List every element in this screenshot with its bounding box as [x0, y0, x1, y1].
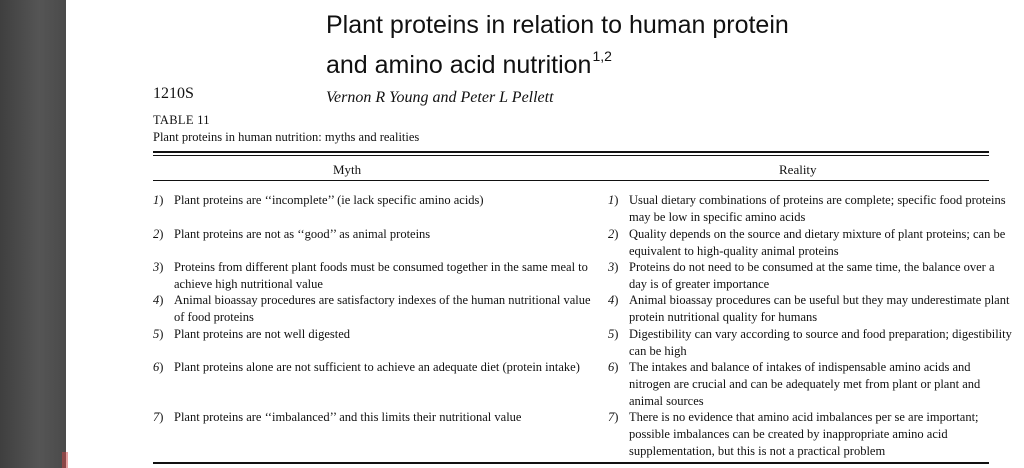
- table-row-7-myth: [153, 409, 594, 426]
- table-row-4-reality: [608, 292, 1014, 326]
- row-number: 2): [608, 227, 619, 241]
- row-number: 3): [153, 260, 164, 274]
- table-bottom-rule: [153, 462, 989, 464]
- reality-text: Digestibility can vary according to source and food preparation; digestibility can be high: [629, 327, 1012, 358]
- reality-text: Quality depends on the source and dietary mixture of plant proteins; can be equivalent to high-quality animal proteins: [629, 227, 1006, 258]
- table-row-7-reality: [608, 409, 1014, 460]
- row-number: 5): [608, 327, 619, 341]
- table-caption: Plant proteins in human nutrition: myths and realities: [153, 130, 420, 144]
- table-label: TABLE 11: [153, 113, 210, 127]
- reality-text: There is no evidence that amino acid imbalances per se are important; possible imbalances can be created by inappropriate amino acid supplementation, but this is not a practical problem: [629, 410, 979, 458]
- page-number: 1210S: [153, 85, 194, 102]
- row-number: 4): [608, 293, 619, 307]
- table-row-5-myth: [153, 326, 594, 343]
- table-row-3-reality: [608, 259, 1014, 293]
- table-top-rule: [153, 151, 989, 153]
- row-number: 4): [153, 293, 164, 307]
- table-row-3-myth: [153, 259, 594, 293]
- table-header-rule: [153, 180, 989, 181]
- reality-text: Usual dietary combinations of proteins are complete; specific food proteins may be low in specific amino acids: [629, 193, 1006, 224]
- row-number: 6): [608, 360, 619, 374]
- myth-text: Animal bioassay procedures are satisfactory indexes of the human nutritional value of food proteins: [174, 293, 591, 324]
- row-number: 1): [153, 193, 164, 207]
- myth-text: Proteins from different plant foods must be consumed together in the same meal to achieve high nutritional value: [174, 260, 588, 291]
- row-number: 7): [153, 410, 164, 424]
- viewer-left-margin: [0, 0, 66, 468]
- row-number: 5): [153, 327, 164, 341]
- edge-mark: [62, 452, 68, 468]
- table-row-1-reality: [608, 192, 1014, 226]
- title-line-2: [326, 41, 946, 81]
- myth-text: Plant proteins are ‘‘imbalanced’’ and this limits their nutritional value: [174, 410, 522, 424]
- reality-text: Animal bioassay procedures can be useful but they may underestimate plant protein nutritional quality for humans: [629, 293, 1010, 324]
- table-row-5-reality: [608, 326, 1014, 360]
- table-top-rule-inner: [153, 155, 989, 156]
- authors: Vernon R Young and Peter L Pellett: [326, 89, 554, 106]
- myth-text: Plant proteins alone are not sufficient to achieve an adequate diet (protein intake): [174, 360, 580, 374]
- row-number: 3): [608, 260, 619, 274]
- row-number: 7): [608, 410, 619, 424]
- article-title: [326, 10, 946, 81]
- myth-text: Plant proteins are not well digested: [174, 327, 351, 341]
- table-row-2-myth: [153, 226, 594, 243]
- table-row-6-reality: [608, 359, 1014, 410]
- reality-text: The intakes and balance of intakes of indispensable amino acids and nitrogen are crucial and can be adequately met from plant or plant and animal sources: [629, 360, 981, 408]
- row-number: 2): [153, 227, 164, 241]
- column-header-reality: Reality: [779, 162, 817, 177]
- table-row-1-myth: [153, 192, 594, 209]
- table-row-2-reality: [608, 226, 1014, 260]
- title-line-1: Plant proteins in relation to human protein: [326, 11, 789, 39]
- row-number: 6): [153, 360, 164, 374]
- myth-text: Plant proteins are not as ‘‘good’’ as animal proteins: [174, 227, 431, 241]
- myth-text: Plant proteins are ‘‘incomplete’’ (ie lack specific amino acids): [174, 193, 484, 207]
- column-header-myth: Myth: [333, 162, 362, 177]
- title-footnote-refs: 1,2: [592, 48, 612, 64]
- row-number: 1): [608, 193, 619, 207]
- table-row-4-myth: [153, 292, 594, 326]
- table-row-6-myth: [153, 359, 594, 376]
- reality-text: Proteins do not need to be consumed at the same time, the balance over a day is of greater importance: [629, 260, 995, 291]
- title-line-2-text: and amino acid nutrition: [326, 51, 592, 79]
